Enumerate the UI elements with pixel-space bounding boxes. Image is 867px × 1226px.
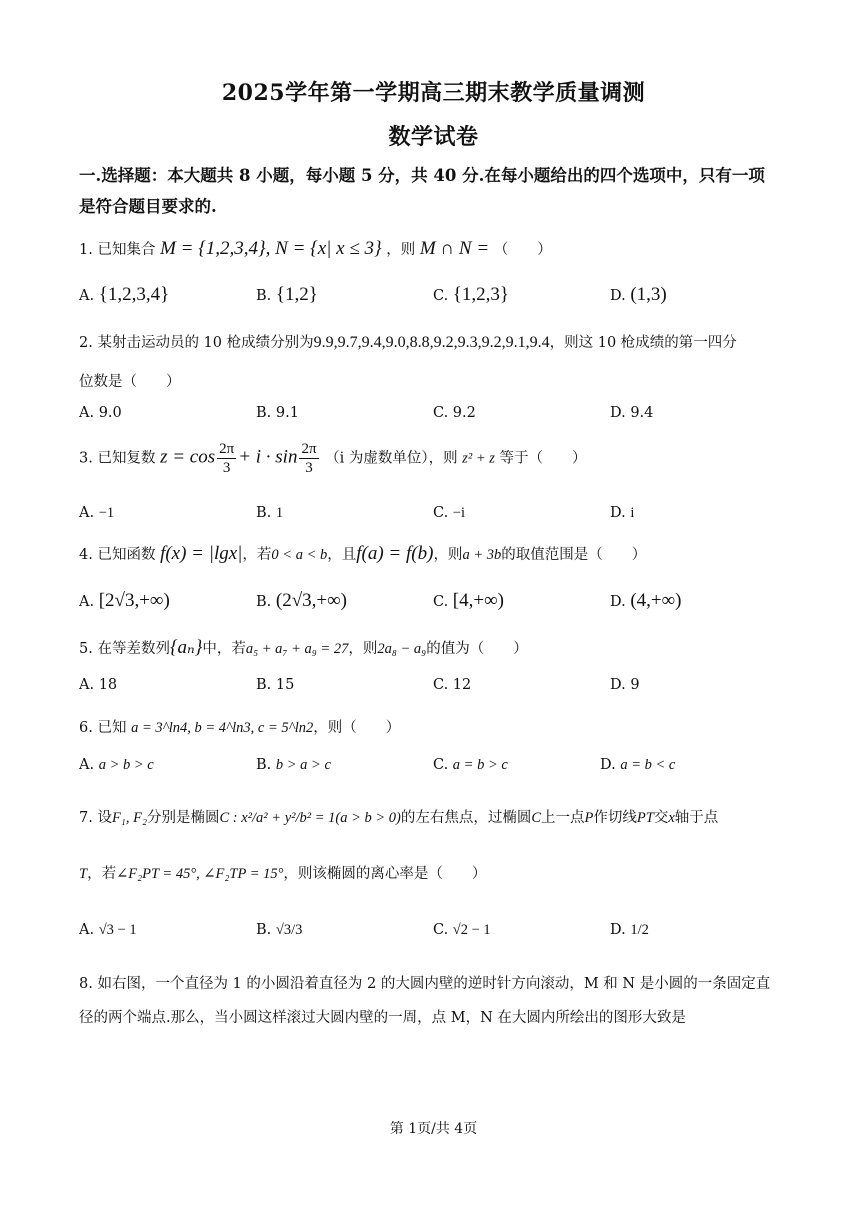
math-expression: C : x²/a² + y²/b² = 1(a > b > 0) [219,810,401,826]
math-expression: 2a₈ − a₉ [377,641,427,657]
option-c: C. [4,+∞) [433,590,504,611]
math-expression: f(a) = f(b) [356,543,434,564]
question-text: ，若 [242,547,272,563]
option-d: D. (4,+∞) [610,590,682,611]
fraction: $\frac{2\pi}{3}$ [301,441,317,476]
math-expression: T [79,866,88,882]
question-text: ，则该椭圆的离心率是（ ） [283,866,487,882]
math-expression: F₁, F₂ [111,810,147,826]
question-text: 设 [97,810,112,826]
math-expression: z² + z [462,450,495,467]
option-b: B. 15 [256,677,295,693]
option-c: C. 9.2 [433,405,476,421]
section-heading-line1: 一.选择题：本大题共 8 小题，每小题 5 分，共 40 分.在每小题给出的四个选项中，只有一项 [79,166,765,185]
math-expression: 9.9,9.7,9.4,9.0,8.8,9.2,9.3,9.2,9.1,9.4 [313,334,550,351]
option-d: D. a = b < c [600,757,676,773]
question-text: 某射击运动员的 10 枪成绩分别为 [97,335,314,351]
math-expression: x [668,810,675,826]
question-text: 已知 [97,720,127,736]
math-expression: z = cos [160,446,216,468]
question-text: ，则 [433,547,463,563]
question-8-stem [79,972,770,993]
option-d: D. 9 [610,677,640,693]
option-a: A. a > b > c [79,757,154,773]
question-text: 作切线 [593,810,637,826]
math-expression: {aₙ} [169,637,203,658]
question-text: 已知函数 [97,547,156,563]
question-number: 4. [79,547,93,563]
option-b: B. (2√3,+∞) [256,590,347,611]
option-a: A. −1 [79,505,115,521]
math-expression: M ∩ N = [419,238,490,259]
option-d: D. 1/2 [610,922,649,938]
question-text: 在等差数列 [97,641,170,657]
question-number: 1. [79,242,93,258]
question-5-stem [79,636,528,659]
question-text: 上一点 [541,810,585,826]
option-c: C. √2 − 1 [433,922,491,938]
question-text: 分别是椭圆 [147,810,220,826]
question-text: ，则 [386,242,416,258]
question-text: 等于（ ） [499,450,587,467]
question-text: 如右图，一个直径为 1 的小圆沿着直径为 2 的大圆内壁的逆时针方向滚动，M 和 N 是小圆的一条固定直 [97,976,771,992]
option-c: C. a = b > c [433,757,508,773]
question-2-stem-cont: 位数是（ ） [79,374,181,390]
math-expression: a = 3^ln4, b = 4^ln3, c = 5^ln2 [131,720,314,736]
question-text: 的左右焦点，过椭圆 [400,810,532,826]
question-text: 已知复数 [97,450,156,467]
question-number: 5. [79,641,93,657]
option-b: B. √3/3 [256,922,303,938]
question-3-stem [79,440,587,477]
option-d: D. i [610,505,635,521]
question-1-stem [79,238,552,260]
question-text: ，若 [87,866,117,882]
question-text: ，且 [327,547,357,563]
question-4-stem [79,543,646,565]
page-title: 2025学年第一学期高三期末教学质量调测 [221,80,646,106]
question-text: 轴于点 [674,810,719,826]
math-expression: f(x) = |lgx| [160,543,243,564]
math-expression: a₅ + a₇ + a₉ = 27 [245,641,349,657]
option-d: D. (1,3) [610,284,667,305]
option-b: B. 9.1 [256,405,299,421]
option-c: C. 12 [433,677,472,693]
question-text: 的值为（ ） [426,641,528,657]
question-2-stem [79,331,737,352]
section-heading [79,160,799,222]
option-c: C. −i [433,505,466,521]
math-expression: C [531,810,542,826]
option-a: A. 9.0 [79,405,122,421]
math-expression: PT [636,810,654,826]
option-a: A. [2√3,+∞) [79,590,170,611]
math-expression: a + 3b [462,547,502,563]
question-text: 的取值范围是（ ） [501,547,647,563]
question-8-stem-cont: 径的两个端点.那么，当小圆这样滚过大圆内壁的一周，点 M，N 在大圆内所绘出的图形大致是 [79,1010,686,1026]
math-expression: P [584,810,594,826]
question-number: 2. [79,335,93,351]
question-text: （i 为虚数单位），则 [325,450,458,467]
option-d: D. 9.4 [610,405,654,421]
question-text: 交 [653,810,669,826]
question-text: ，则这 10 枪成绩的第一四分 [549,335,737,351]
option-a: A. √3 − 1 [79,922,137,938]
question-number: 7. [79,810,93,826]
option-a: A. 18 [79,677,118,693]
question-number: 6. [79,720,93,736]
answer-paren: （ ） [493,242,552,258]
question-6-stem [79,716,400,737]
math-expression: M = {1,2,3,4}, N = {x| x ≤ 3} [160,238,382,259]
question-7-stem-cont [79,862,486,883]
question-text: ，则（ ） [313,720,401,736]
option-b: B. 1 [256,505,284,521]
option-b: B. b > a > c [256,757,331,773]
option-c: C. {1,2,3} [433,284,510,305]
math-expression: 0 < a < b [271,547,328,563]
fraction: $\frac{2\pi}{3}$ [219,441,235,476]
option-b: B. {1,2} [256,284,318,305]
question-number: 8. [79,976,93,992]
option-a: A. {1,2,3,4} [79,284,170,305]
math-expression: + i · sin [238,446,298,468]
question-number: 3. [79,450,93,467]
question-text: 已知集合 [97,242,156,258]
page-subtitle: 数学试卷 [388,124,479,150]
page-footer: 第 1页/共 4页 [389,1121,478,1137]
section-heading-line2: 是符合题目要求的. [79,197,217,216]
question-text: 中，若 [202,641,246,657]
question-7-stem [79,806,718,827]
question-text: ，则 [348,641,378,657]
math-expression: ∠F₂PT = 45°, ∠F₂TP = 15° [116,866,284,882]
